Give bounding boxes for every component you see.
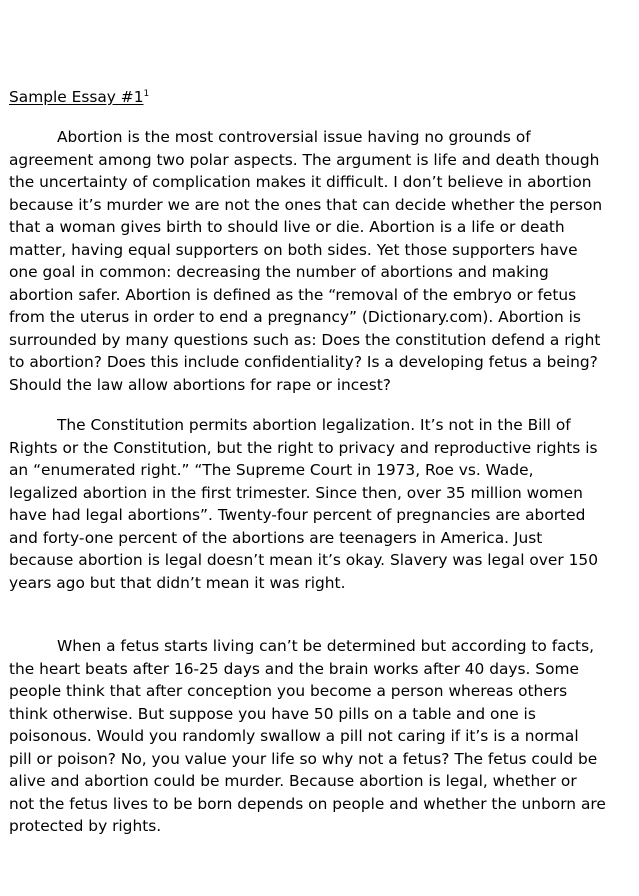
paragraph-line: Abortion is the most controversial issue having no grounds of xyxy=(57,128,531,146)
paragraph-line: Rights or the Constitution, but the right to privacy and reproductive rights is xyxy=(9,438,598,457)
paragraph-line: people think that after conception you become a person whereas others xyxy=(9,682,568,701)
paragraph-line: and forty-one percent of the abortions are teenagers in America. Just xyxy=(9,528,543,547)
footnote-marker: 1 xyxy=(143,89,150,99)
paragraph-line: abortion safer. Abortion is defined as the “removal of the embryo or fetus xyxy=(9,285,577,304)
paragraph-line: one goal in common: decreasing the number of abortions and making xyxy=(9,263,549,282)
paragraph-line: When a fetus starts living can’t be determined but according to facts, xyxy=(57,637,594,655)
paragraph-line: from the uterus in order to end a pregnancy” (Dictionary.com). Abortion is xyxy=(9,308,581,327)
paragraph-line: because abortion is legal doesn’t mean it’s okay. Slavery was legal over 150 xyxy=(9,551,598,570)
essay-heading xyxy=(9,86,149,108)
paragraph-line: agreement among two polar aspects. The argument is life and death though xyxy=(9,150,600,169)
paragraph-line: poisonous. Would you randomly swallow a pill not caring if it’s is a normal xyxy=(9,727,579,746)
paragraph-line: the heart beats after 16-25 days and the brain works after 40 days. Some xyxy=(9,659,579,678)
paragraph-line: years ago but that didn’t mean it was right. xyxy=(9,573,346,592)
paragraph-line: the uncertainty of complication makes it difficult. I don’t believe in abortion xyxy=(9,173,592,192)
essay-title: Sample Essay #1 xyxy=(9,88,144,106)
paragraph-line: matter, having equal supporters on both sides. Yet those supporters have xyxy=(9,240,578,259)
paragraph-line: The Constitution permits abortion legalization. It’s not in the Bill of xyxy=(57,416,571,434)
paragraph-1 xyxy=(9,126,602,397)
paragraph-line: protected by rights. xyxy=(9,817,162,836)
paragraph-line: an “enumerated right.” “The Supreme Court in 1973, Roe vs. Wade, xyxy=(9,461,534,480)
paragraph-line: surrounded by many questions such as: Does the constitution defend a right xyxy=(9,330,601,349)
paragraph-line: because it’s murder we are not the ones that can decide whether the person xyxy=(9,195,603,214)
paragraph-line: pill or poison? No, you value your life so why not a fetus? The fetus could be xyxy=(9,749,598,768)
paragraph-line: legalized abortion in the first trimester. Since then, over 35 million women xyxy=(9,483,583,502)
paragraph-line: not the fetus lives to be born depends on people and whether the unborn are xyxy=(9,794,606,813)
paragraph-line: have had legal abortions”. Twenty-four percent of pregnancies are aborted xyxy=(9,506,586,525)
paragraph-line: think otherwise. But suppose you have 50 pills on a table and one is xyxy=(9,704,536,723)
paragraph-2 xyxy=(9,414,598,594)
paragraph-line: that a woman gives birth to should live or die. Abortion is a life or death xyxy=(9,218,565,237)
paragraph-line: to abortion? Does this include confidentiality? Is a developing fetus a being? xyxy=(9,353,598,372)
paragraph-line: alive and abortion could be murder. Because abortion is legal, whether or xyxy=(9,772,577,791)
paragraph-3 xyxy=(9,635,606,838)
paragraph-line: Should the law allow abortions for rape or incest? xyxy=(9,376,391,395)
